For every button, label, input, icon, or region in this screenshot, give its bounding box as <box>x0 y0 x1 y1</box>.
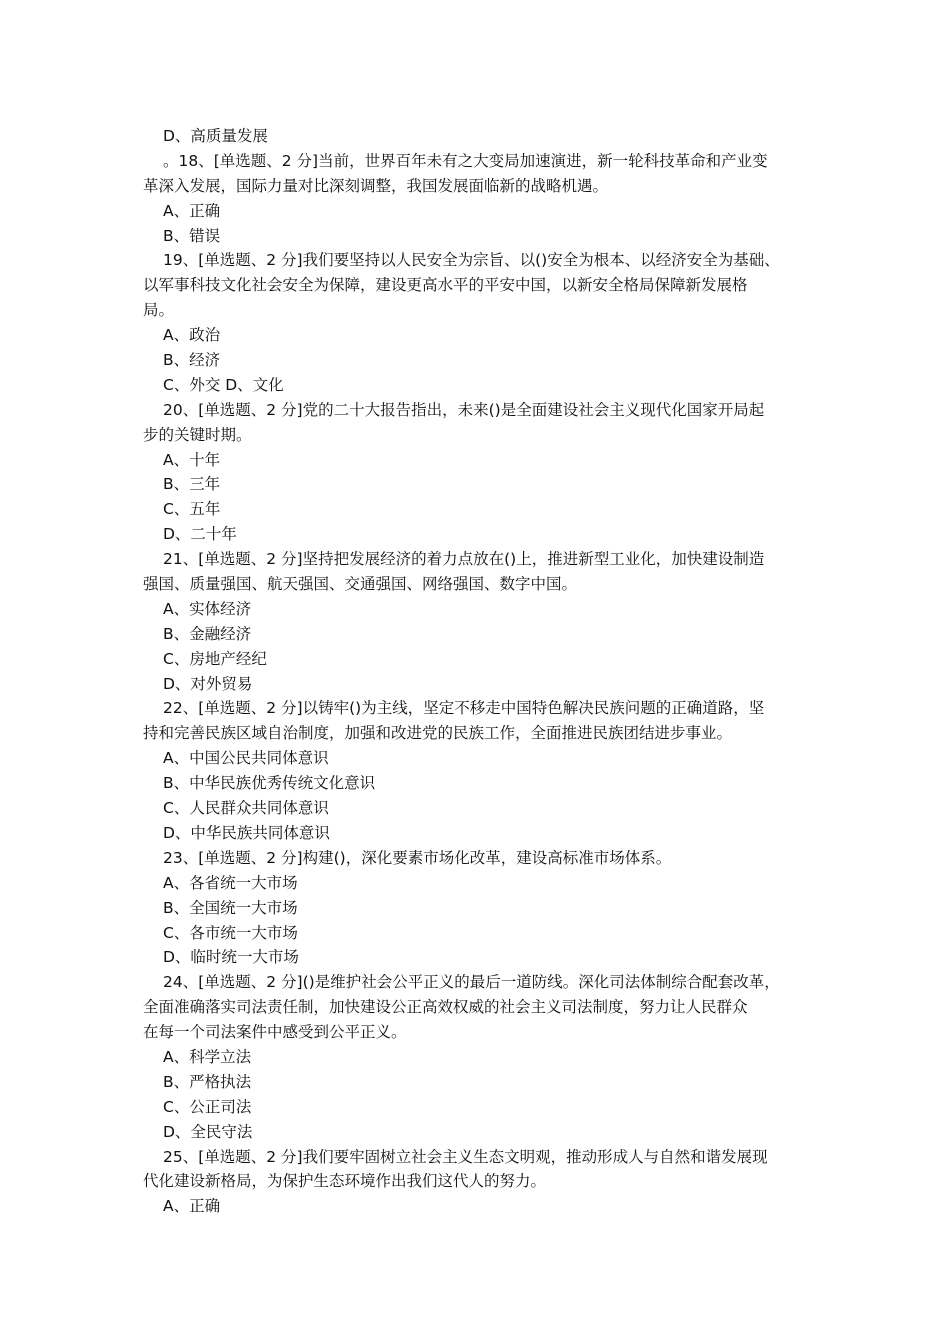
question-text: 20、[单选题、2 分]党的二十大报告指出，未来()是全面建设社会主义现代化国家开局起 <box>163 400 765 419</box>
answer-option: B、三年 <box>163 475 221 494</box>
answer-option: C、人民群众共同体意识 <box>163 799 329 818</box>
answer-option: D、二十年 <box>163 525 237 544</box>
answer-option: A、实体经济 <box>163 599 252 618</box>
answer-option: D、对外贸易 <box>163 674 253 693</box>
answer-option: D、临时统一大市场 <box>163 948 299 967</box>
answer-option: B、经济 <box>163 351 221 370</box>
answer-option: B、金融经济 <box>163 624 252 643</box>
answer-option: A、十年 <box>163 450 221 469</box>
question-text-continued: 革深入发展，国际力量对比深刻调整，我国发展面临新的战略机遇。 <box>143 176 609 195</box>
answer-option: C、房地产经纪 <box>163 649 267 668</box>
question-text: 25、[单选题、2 分]我们要牢固树立社会主义生态文明观，推动形成人与自然和谐发展现 <box>163 1147 768 1166</box>
answer-option: C、公正司法 <box>163 1097 252 1116</box>
answer-option: C、五年 <box>163 500 221 519</box>
question-text-continued: 以军事科技文化社会安全为保障，建设更高水平的平安中国，以新安全格局保障新发展格 <box>143 276 748 295</box>
question-text: 23、[单选题、2 分]构建()，深化要素市场化改革，建设高标准市场体系。 <box>163 848 672 867</box>
question-text-continued: 强国、质量强国、航天强国、交通强国、网络强国、数字中国。 <box>143 575 578 594</box>
question-text: 。18、[单选题、2 分]当前，世界百年未有之大变局加速演进，新一轮科技革命和产业变 <box>163 151 768 170</box>
answer-option: A、各省统一大市场 <box>163 873 298 892</box>
question-text-continued: 代化建设新格局，为保护生态环境作出我们这代人的努力。 <box>143 1172 547 1191</box>
answer-option: D、高质量发展 <box>163 127 268 145</box>
answer-option: A、科学立法 <box>163 1047 252 1066</box>
answer-option: D、中华民族共同体意识 <box>163 823 330 842</box>
question-text-continued: 在每一个司法案件中感受到公平正义。 <box>143 1023 407 1042</box>
question-text: 19、[单选题、2 分]我们要坚持以人民安全为宗旨、以()安全为根本、以经济安全为基础、 <box>163 251 780 270</box>
answer-option: A、政治 <box>163 326 221 345</box>
question-text: 24、[单选题、2 分]()是维护社会公平正义的最后一道防线。深化司法体制综合配套改革， <box>163 973 780 992</box>
question-text: 22、[单选题、2 分]以铸牢()为主线，坚定不移走中国特色解决民族问题的正确道路，坚 <box>163 699 765 718</box>
answer-option: A、中国公民共同体意识 <box>163 749 329 768</box>
document-body <box>143 124 809 1219</box>
answer-option: C、各市统一大市场 <box>163 923 298 942</box>
answer-option: B、严格执法 <box>163 1072 252 1091</box>
question-text: 21、[单选题、2 分]坚持把发展经济的着力点放在()上，推进新型工业化，加快建设制造 <box>163 550 765 569</box>
answer-option: A、正确 <box>163 201 221 220</box>
question-text-continued: 全面准确落实司法责任制，加快建设公正高效权威的社会主义司法制度，努力让人民群众 <box>143 998 748 1017</box>
answer-option: B、错误 <box>163 226 221 245</box>
answer-option: B、全国统一大市场 <box>163 898 298 917</box>
question-text-continued: 持和完善民族区域自治制度，加强和改进党的民族工作，全面推进民族团结进步事业。 <box>143 724 733 743</box>
answer-option: C、外交 D、文化 <box>163 375 284 394</box>
question-text-continued: 局。 <box>143 301 175 320</box>
answer-option: D、全民守法 <box>163 1122 253 1141</box>
question-text-continued: 步的关键时期。 <box>143 425 252 444</box>
answer-option: B、中华民族优秀传统文化意识 <box>163 774 376 793</box>
answer-option: A、正确 <box>163 1197 221 1216</box>
